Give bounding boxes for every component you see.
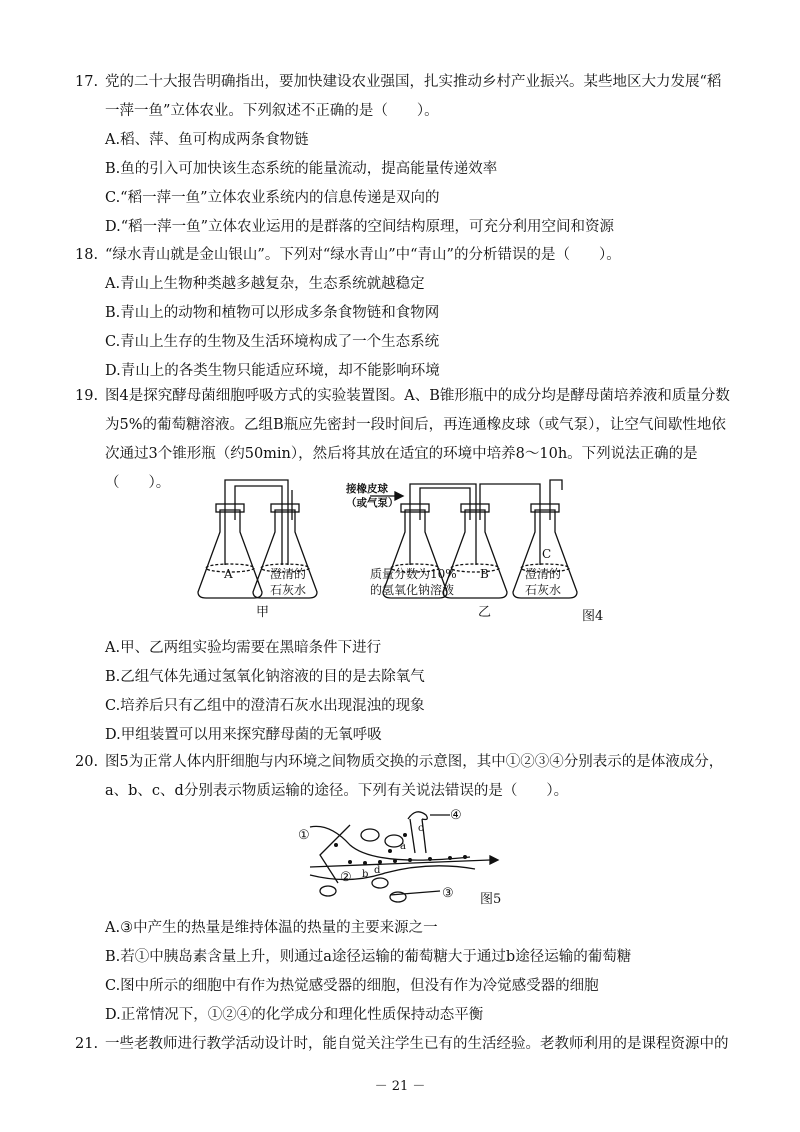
option-d: D.甲组装置可以用来探究酵母菌的无氧呼吸: [105, 727, 382, 743]
figure-4-apparatus: [180, 470, 630, 630]
question-number: 17.: [75, 74, 99, 90]
option-a: A.③中产生的热量是维持体温的热量的主要来源之一: [105, 920, 438, 936]
flask-limewater-jia: [253, 490, 317, 598]
question-17: [75, 68, 735, 242]
option-d: D.“稻一萍一鱼”立体农业运用的是群落的空间结构原理，可充分利用空间和资源: [105, 219, 615, 235]
question-18: [75, 241, 735, 386]
label-limewater-jia-2: 石灰水: [270, 583, 307, 597]
label-limewater-jia: 澄清的: [270, 567, 307, 581]
label-limewater-yi-2: 石灰水: [525, 583, 562, 597]
figure-5-diagram: [290, 805, 515, 905]
question-21: [75, 1030, 735, 1059]
label-c: C: [542, 547, 552, 561]
question-stem: 一些老教师进行教学活动设计时，能自觉关注学生已有的生活经验。老教师利用的是课程资源中的: [105, 1036, 729, 1052]
option-b: B.青山上的动物和植物可以形成多条食物链和食物网: [105, 305, 440, 321]
option-d: D.青山上的各类生物只能适应环境，却不能影响环境: [105, 363, 440, 379]
option-a: A.甲、乙两组实验均需要在黑暗条件下进行: [105, 640, 382, 656]
marker-2: ②: [340, 870, 352, 885]
option-b: B.若①中胰岛素含量上升，则通过a途径运输的葡萄糖大于通过b途径运输的葡萄糖: [105, 949, 632, 965]
figure-4-caption: 图4: [582, 609, 604, 624]
path-a: a: [400, 841, 406, 852]
option-c: C.图中所示的细胞中有作为热觉感受器的细胞，但没有作为冷觉感受器的细胞: [105, 978, 599, 994]
label-limewater-yi: 澄清的: [525, 567, 562, 581]
label-naoh: 质量分数为10%: [370, 567, 457, 581]
flask-a: [198, 490, 262, 598]
question-20-options: [75, 914, 735, 1030]
label-a: A: [224, 567, 233, 581]
path-d: d: [374, 865, 381, 876]
question-number: 20.: [75, 754, 99, 770]
question-number: 21.: [75, 1036, 99, 1052]
question-stem: 图5为正常人体内肝细胞与内环境之间物质交换的示意图，其中①②③④分别表示的是体液成分，a、b、c、d分别表示物质运输的途径。下列有关说法错误的是（ ）。: [105, 754, 724, 799]
option-a: A.青山上生物种类越多越复杂，生态系统就越稳定: [105, 276, 425, 292]
page-number: － 21 －: [374, 1079, 426, 1094]
label-b: B: [480, 567, 489, 581]
option-a: A.稻、萍、鱼可构成两条食物链: [105, 132, 309, 148]
option-b: B.乙组气体先通过氢氧化钠溶液的目的是去除氧气: [105, 669, 425, 685]
question-number: 19.: [75, 388, 99, 404]
option-c: C.培养后只有乙组中的澄清石灰水出现混浊的现象: [105, 698, 425, 714]
question-20: [75, 748, 735, 806]
option-c: C.青山上生存的生物及生活环境构成了一个生态系统: [105, 334, 440, 350]
group-yi-label: 乙: [478, 605, 492, 620]
question-stem: “绿水青山就是金山银山”。下列对“绿水青山”中“青山”的分析错误的是（ ）。: [105, 247, 621, 263]
figure-5-caption: 图5: [480, 892, 502, 905]
group-jia-label: 甲: [256, 605, 270, 620]
path-c: c: [418, 823, 424, 834]
option-d: D.正常情况下，①②④的化学成分和理化性质保持动态平衡: [105, 1007, 484, 1023]
path-b: b: [362, 869, 369, 880]
question-19-options: [75, 634, 735, 750]
pump-label: 接橡皮球: [346, 483, 388, 495]
question-number: 18.: [75, 247, 99, 263]
option-b: B.鱼的引入可加快该生态系统的能量流动，提高能量传递效率: [105, 161, 498, 177]
vessel-wall-top: [310, 826, 470, 860]
label-naoh-2: 的氢氧化钠溶液: [370, 583, 455, 597]
marker-1: ①: [298, 828, 310, 843]
pump-label-2: （或气泵）: [346, 497, 399, 509]
marker-3: ③: [442, 886, 454, 901]
option-c: C.“稻一萍一鱼”立体农业系统内的信息传递是双向的: [105, 190, 440, 206]
marker-4: ④: [450, 808, 462, 823]
question-stem: 党的二十大报告明确指出，要加快建设农业强国，扎实推动乡村产业振兴。某些地区大力发展“稻一萍一鱼”立体农业。下列叙述不正确的是（ ）。: [105, 74, 722, 119]
question-stem: 图4是探究酵母菌细胞呼吸方式的实验装置图。A、B锥形瓶中的成分均是酵母菌培养液和质量分数为5%的葡萄糖溶液。乙组B瓶应先密封一段时间后，再连通橡皮球（或气泵），让空气间歇性地依次通过3个锥形瓶（约50min），然后将其放在适宜的环境中培养8～10h。下列说法正确的是（ ）。: [105, 388, 730, 491]
